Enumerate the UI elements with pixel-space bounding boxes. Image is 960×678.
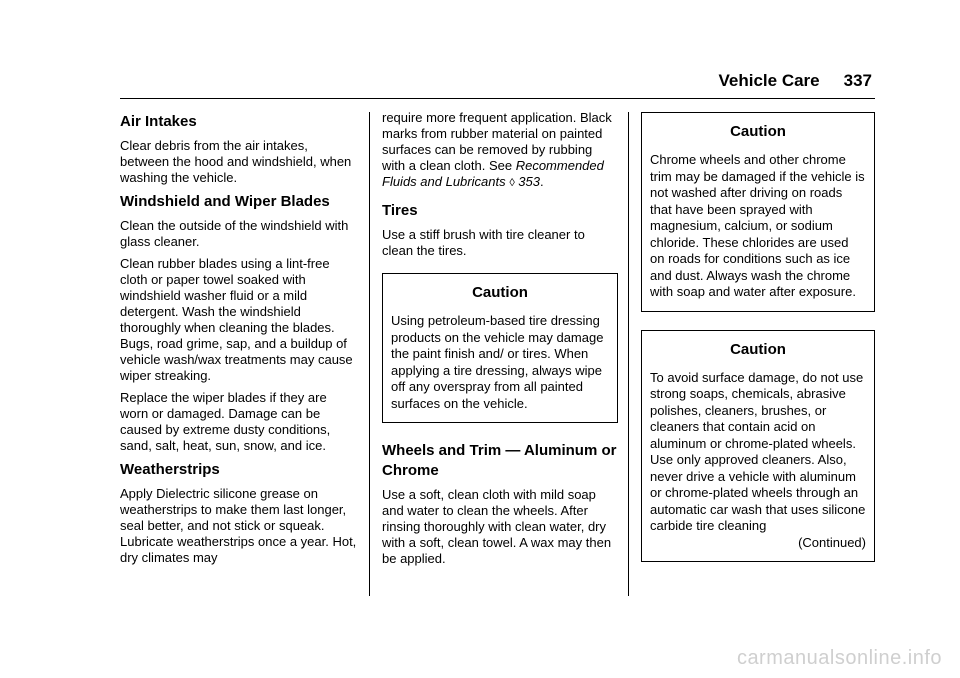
weatherstrips-heading: Weatherstrips — [120, 461, 220, 478]
wheels-heading: Wheels and Trim — Aluminum or Chrome — [382, 442, 617, 479]
caution-title: Caution — [730, 340, 786, 358]
tires-text: Use a stiff brush with tire cleaner to clean the tires. — [382, 227, 585, 258]
wiper-text-1: Clean the outside of the windshield with glass cleaner. — [120, 218, 349, 249]
caution-box-chrome — [641, 112, 875, 312]
column-divider — [628, 112, 629, 596]
fluids-reference-link[interactable]: Recommended Fluids and Lubricants ◊ 353 — [382, 158, 604, 189]
column-1 — [120, 108, 358, 572]
caution-box-tires — [382, 273, 618, 423]
caution-text: Chrome wheels and other chrome trim may be damaged if the vehicle is not washed after driving on roads that have been sprayed with magnesium, calcium, or sodium chloride. These chlorides are used on roads for conditions such as ice and dust. Always wash the chrome with soap and water after exposure. — [650, 152, 865, 299]
caution-box-cleaners — [641, 330, 875, 562]
wiper-text-3: Replace the wiper blades if they are worn or damaged. Damage can be caused by extreme dusty conditions, sand, salt, heat, sun, snow, and ice. — [120, 390, 331, 453]
continued-text: require more frequent application. Black marks from rubber material on painted surfaces can be removed by rubbing with a clean cloth. See Recommended Fluids and Lubricants ◊ 353. — [382, 110, 612, 189]
header-rule — [120, 98, 875, 99]
continued-label: (Continued) — [798, 534, 866, 550]
caution-text: Using petroleum-based tire dressing products on the vehicle may damage the paint finish and/ or tires. When applying a tire dressing, always wipe off any overspray from all painted surfaces on the vehicle. — [391, 313, 604, 411]
page-number: 337 — [843, 71, 872, 90]
section-title: Vehicle Care — [718, 71, 820, 90]
weatherstrips-text: Apply Dielectric silicone grease on weatherstrips to make them last longer, seal better, and not stick or squeak. Lubricate weatherstrips once a year. Hot, dry climates may — [120, 486, 357, 565]
wiper-text-2: Clean rubber blades using a lint-free cloth or paper towel soaked with windshield washer fluid or a mild detergent. Wash the windshield thoroughly when cleaning the blades. Bugs, road grime, sap, and a buildup of vehicle wash/wax treatments may cause wiper streaking. — [120, 256, 353, 383]
reference-arrow-icon: ◊ — [509, 177, 515, 189]
air-intakes-heading: Air Intakes — [120, 113, 197, 130]
wheels-text: Use a soft, clean cloth with mild soap and water to clean the wheels. After rinsing thoroughly with clean water, dry with a soft, clean towel. A wax may then be applied. — [382, 487, 612, 566]
watermark: carmanualsonline.info — [736, 647, 942, 669]
caution-title: Caution — [730, 123, 786, 140]
page-header — [719, 71, 873, 91]
column-2 — [382, 110, 618, 573]
column-3 — [641, 112, 875, 580]
caution-text: To avoid surface damage, do not use strong soaps, chemicals, abrasive polishes, cleaners, brushes, or cleaners that contain acid on aluminum or chrome-plated wheels. Use only approved cleaners. Also, never drive a vehicle with aluminum or chrome-plated wheels through an automatic car wash that uses silicone carbide tire cleaning — [650, 369, 866, 533]
wiper-heading: Windshield and Wiper Blades — [120, 193, 330, 210]
air-intakes-text: Clear debris from the air intakes, between the hood and windshield, when washing the vehicle. — [120, 138, 352, 185]
tires-heading: Tires — [382, 202, 418, 219]
caution-title: Caution — [472, 284, 528, 301]
column-divider — [369, 112, 370, 596]
